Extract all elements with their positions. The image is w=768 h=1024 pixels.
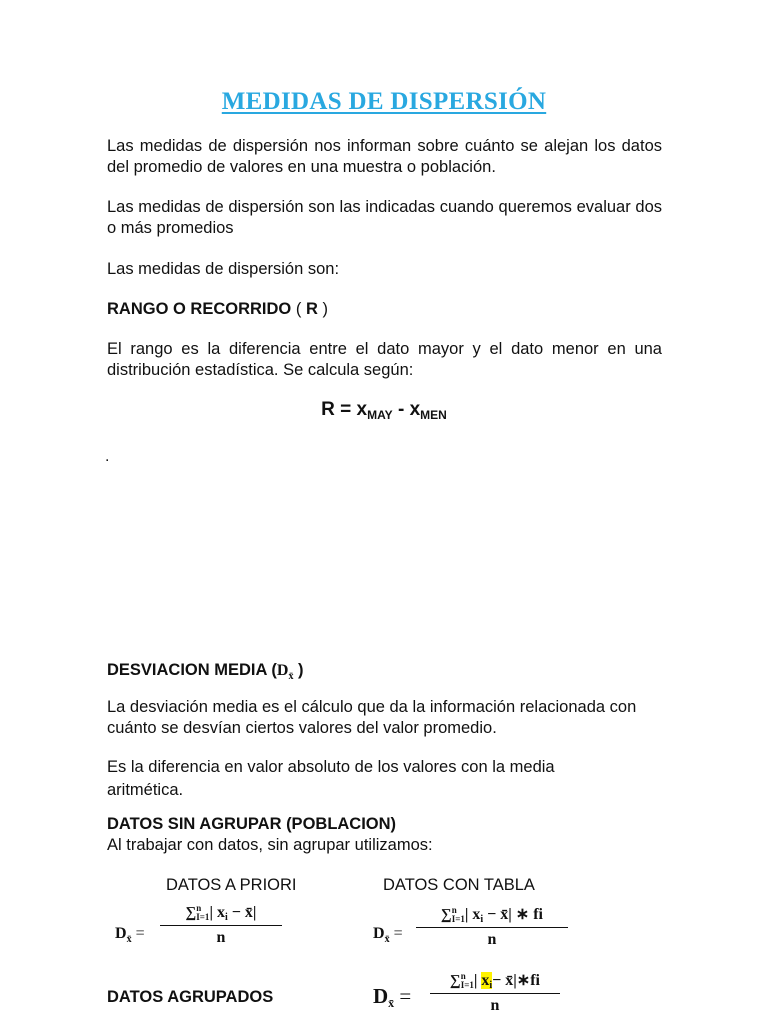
sum-limit-lower: I=1 (451, 914, 465, 925)
formula-priori-numerator (160, 904, 282, 926)
formula-priori-fraction (160, 904, 282, 947)
rango-heading-text: RANGO O RECORRIDO (107, 300, 292, 318)
formula-tabla-abs-open: | x (464, 906, 481, 923)
formula-tabla-minus: − (483, 906, 501, 923)
formula-agrupados-d: D (373, 984, 389, 1008)
page-title: MEDIDAS DE DISPERSIÓN (221, 88, 547, 115)
desviacion-symbol-sub: x̄ (288, 671, 294, 682)
desviacion-paragraph-2: Es la diferencia en valor absoluto de los valores con la media aritmética. (107, 758, 555, 799)
formula-agrupados-xi-sub: i (489, 980, 493, 991)
formula-agrupados-minus: − (492, 972, 506, 989)
desviacion-heading-text: DESVIACION MEDIA ( (107, 661, 277, 679)
formula-agrupados-xi-highlight: $x_i$ (481, 972, 493, 991)
desviacion-paragraph-1: La desviación media es el cálculo que da la información relacionada con cuánto se desvían ciertos valores del valor promedio. (107, 698, 637, 737)
col-heading-tabla: DATOS CON TABLA (383, 876, 535, 894)
formula-agrupados-d-sub: x̄ (388, 996, 395, 1010)
sum-limit-upper: n (451, 905, 457, 916)
rango-paren-close: ) (317, 300, 328, 318)
formula-priori-d: D (115, 925, 127, 942)
rango-formula-sub-may: MAY (367, 408, 393, 422)
rango-formula-lhs: R = x (321, 399, 368, 420)
sum-limit-upper: n (460, 971, 466, 982)
desviacion-heading-close: ) (293, 661, 304, 679)
intro-paragraph-3: Las medidas de dispersión son: (107, 260, 340, 278)
intro-paragraph-2: Las medidas de dispersión son las indicadas cuando queremos evaluar dos o más promedios (107, 198, 662, 237)
formula-tabla-xbar: x̄ (500, 906, 509, 923)
formula-tabla-lhs (373, 925, 403, 945)
col-heading-priori: DATOS A PRIORI (166, 876, 297, 894)
formula-priori-abs-open: | x (209, 904, 225, 921)
rango-formula-sub-men: MEN (420, 408, 447, 422)
formula-priori-d-sub: x̄ (126, 934, 132, 945)
formula-agrupados-numerator (430, 970, 560, 994)
sum-limit-lower: I=1 (196, 912, 210, 923)
rango-symbol: R (305, 300, 318, 318)
rango-paragraph: El rango es la diferencia entre el dato mayor y el dato menor en una distribución estadística. Se calcula según: (107, 340, 662, 379)
formula-priori-equals: = (135, 925, 145, 942)
desviacion-symbol (276, 662, 294, 682)
rango-formula (0, 399, 768, 422)
agrupados-heading: DATOS AGRUPADOS (107, 988, 274, 1006)
formula-priori-minus: − (227, 904, 245, 921)
formula-tabla-abs-close: | ∗ fi (508, 906, 543, 923)
formula-priori-lhs (115, 925, 145, 945)
trailing-dot: . (105, 448, 110, 465)
sin-agrupar-heading: DATOS SIN AGRUPAR (POBLACION) (107, 815, 397, 833)
formula-agrupados-fraction (430, 970, 560, 1015)
formula-tabla-fraction (416, 904, 568, 949)
sum-limits (461, 972, 474, 990)
formula-tabla-d-sub: x̄ (384, 934, 390, 945)
formula-agrupados-denominator: n (490, 997, 500, 1014)
desviacion-symbol-d: D (276, 662, 289, 679)
sum-limits (196, 904, 209, 922)
sum-limit-upper: n (196, 903, 202, 914)
formula-agrupados-equals: = (399, 984, 412, 1008)
formula-priori-xi-sub: i (224, 912, 228, 923)
sum-limits (452, 906, 465, 924)
desviacion-heading (107, 661, 304, 682)
formula-agrupados-abs-open: | (473, 972, 482, 989)
formula-tabla-numerator (416, 904, 568, 928)
sin-agrupar-paragraph: Al trabajar con datos, sin agrupar utilizamos: (107, 836, 433, 854)
rango-heading (107, 300, 328, 319)
formula-priori-xbar: x̄ (244, 904, 253, 921)
formula-agrupados-abs-close: |∗fi (513, 972, 540, 989)
intro-paragraph-1: Las medidas de dispersión nos informan sobre cuánto se alejan los datos del promedio de valores en una muestra o población. (107, 137, 662, 176)
formula-tabla-xi-sub: i (480, 914, 484, 925)
formula-tabla-d: D (373, 925, 385, 942)
sum-symbol: ∑ (185, 905, 197, 921)
rango-formula-mid: - x (392, 399, 421, 420)
formula-agrupados-lhs (373, 984, 411, 1011)
formula-agrupados-xbar: x̄ (505, 972, 514, 989)
formula-tabla-equals: = (393, 925, 403, 942)
sum-symbol: ∑ (441, 907, 452, 923)
sum-limit-lower: I=1 (460, 980, 474, 991)
formula-tabla-denominator: n (487, 931, 497, 948)
formula-priori-abs-close: | (252, 904, 257, 921)
formula-priori-denominator: n (216, 929, 226, 946)
sum-symbol: ∑ (450, 973, 461, 989)
rango-paren-open: ( (291, 300, 306, 318)
